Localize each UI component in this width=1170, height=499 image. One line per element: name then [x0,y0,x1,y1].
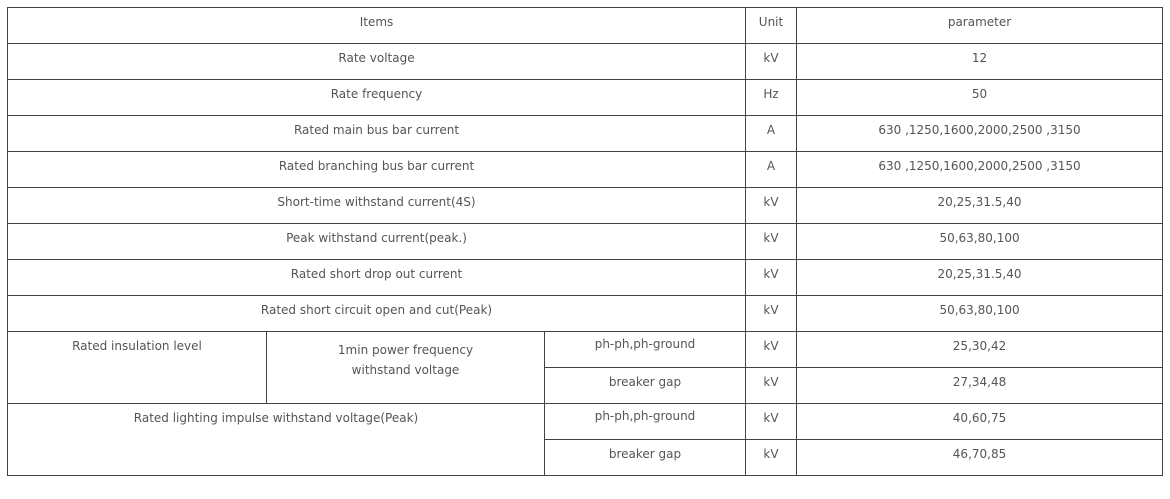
impulse-voltage-label: Rated lighting impulse withstand voltage(Peak) [8,404,545,476]
row-unit: kV [746,188,797,224]
row-parameter: 630 ,1250,1600,2000,2500 ,3150 [797,152,1163,188]
row-unit: kV [746,224,797,260]
table-row [8,80,1163,116]
row-unit: kV [746,260,797,296]
row-parameter: 50,63,80,100 [797,224,1163,260]
table-row [8,152,1163,188]
spec-table [7,7,1163,476]
table-row [8,404,1163,440]
row-unit: Hz [746,80,797,116]
row-unit: kV [746,440,797,476]
row-unit: kV [746,404,797,440]
row-parameter: 50 [797,80,1163,116]
row-parameter: 20,25,31.5,40 [797,260,1163,296]
row-item: Rate voltage [8,44,746,80]
row-parameter: 40,60,75 [797,404,1163,440]
table-row [8,224,1163,260]
row-item: Rated branching bus bar current [8,152,746,188]
row-item: Rate frequency [8,80,746,116]
row-parameter: 25,30,42 [797,332,1163,368]
header-parameter: parameter [797,8,1163,44]
table-row [8,332,1163,368]
insulation-level-label: Rated insulation level [8,332,267,404]
table-row [8,188,1163,224]
table-row [8,296,1163,332]
sub-type: breaker gap [545,368,746,404]
table-row [8,260,1163,296]
table-row [8,116,1163,152]
header-items: Items [8,8,746,44]
row-parameter: 50,63,80,100 [797,296,1163,332]
row-unit: kV [746,44,797,80]
row-parameter: 20,25,31.5,40 [797,188,1163,224]
row-unit: A [746,152,797,188]
header-unit: Unit [746,8,797,44]
row-item: Rated main bus bar current [8,116,746,152]
row-unit: kV [746,332,797,368]
sub-type: ph-ph,ph-ground [545,404,746,440]
row-item: Peak withstand current(peak.) [8,224,746,260]
row-parameter: 630 ,1250,1600,2000,2500 ,3150 [797,116,1163,152]
row-parameter: 12 [797,44,1163,80]
table-header-row [8,8,1163,44]
row-item: Rated short drop out current [8,260,746,296]
row-unit: A [746,116,797,152]
row-parameter: 46,70,85 [797,440,1163,476]
table-row [8,44,1163,80]
power-frequency-label-line2: withstand voltage [351,363,460,377]
sub-type: ph-ph,ph-ground [545,332,746,368]
sub-type: breaker gap [545,440,746,476]
row-item: Short-time withstand current(4S) [8,188,746,224]
row-unit: kV [746,368,797,404]
power-frequency-label-line1: 1min power frequency [337,343,474,357]
power-frequency-label [267,332,545,404]
row-unit: kV [746,296,797,332]
row-item: Rated short circuit open and cut(Peak) [8,296,746,332]
row-parameter: 27,34,48 [797,368,1163,404]
